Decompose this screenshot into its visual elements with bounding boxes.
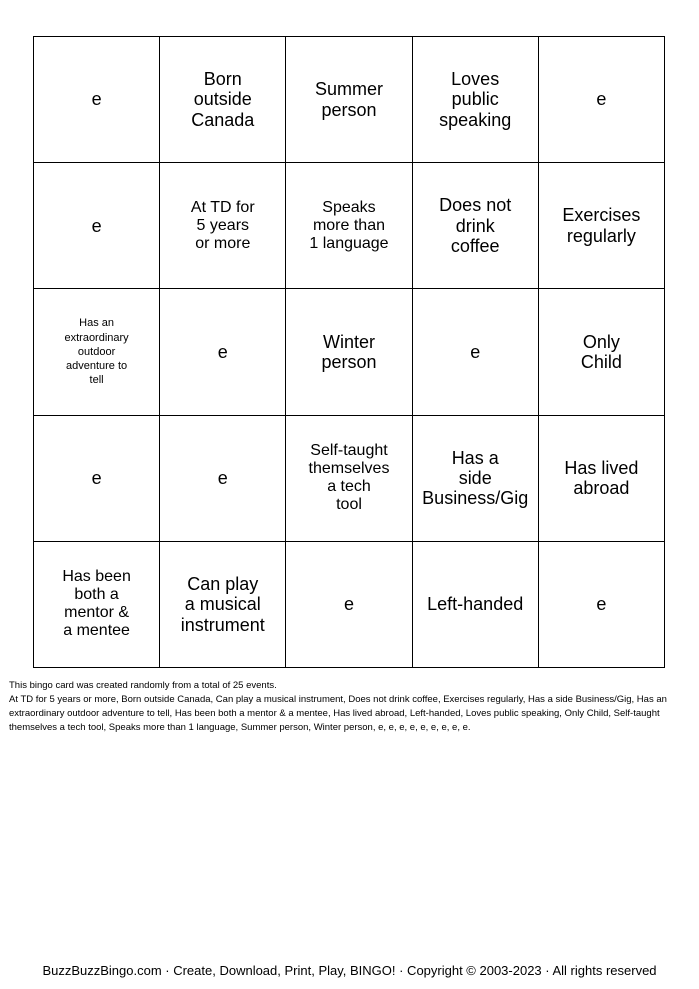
bingo-cell bbox=[413, 163, 539, 289]
bingo-cell-text: Has an extraordinary outdoor adventure to tell bbox=[64, 317, 129, 387]
bingo-cell bbox=[539, 542, 665, 668]
bingo-cell bbox=[413, 37, 539, 163]
bingo-cell bbox=[539, 416, 665, 542]
bingo-cell bbox=[286, 163, 412, 289]
bingo-cell-text: e bbox=[343, 594, 354, 615]
bingo-cell-text: Loves public speaking bbox=[439, 69, 512, 130]
bingo-cell-text: Left-handed bbox=[427, 594, 524, 615]
bingo-cell-text: Has lived abroad bbox=[564, 457, 639, 499]
bingo-cell-text: e bbox=[470, 341, 481, 362]
bingo-cell bbox=[539, 289, 665, 415]
bingo-cell-text: Winter person bbox=[321, 331, 377, 372]
copyright-footer: BuzzBuzzBingo.com · Create, Download, Print, Play, BINGO! · Copyright © 2003-2023 · All rights reserved bbox=[42, 963, 657, 978]
bingo-cell bbox=[160, 37, 286, 163]
bingo-cell-text: Can play a musical instrument bbox=[180, 573, 265, 635]
bingo-cell-text: Exercises regularly bbox=[562, 205, 641, 246]
bingo-card-grid bbox=[33, 36, 665, 668]
bingo-cell-text: e bbox=[217, 341, 228, 362]
bingo-cell bbox=[539, 163, 665, 289]
bingo-cell bbox=[34, 289, 160, 415]
bingo-cell bbox=[160, 542, 286, 668]
bingo-cell bbox=[34, 416, 160, 542]
bingo-cell bbox=[286, 37, 412, 163]
events-list: At TD for 5 years or more, Born outside Canada, Can play a musical instrument, Does not drink coffee, Exercises regularly, Has a side Business/Gig, Has an extraordinary outdoor adventure to tell, Has been both a mentor & a mentee, Has lived abroad, Left-handed, Loves public speaking, Only Child, Self-taught themselves a tech tool, Speaks more than 1 language, Summer person, Winter person, e, e, e, e, e, e, e, e, e. bbox=[9, 694, 667, 733]
bingo-cell bbox=[413, 416, 539, 542]
bingo-cell bbox=[286, 416, 412, 542]
bingo-cell-text: e bbox=[91, 215, 102, 236]
bingo-cell bbox=[34, 542, 160, 668]
bingo-cell-text: Only Child bbox=[580, 331, 622, 372]
bingo-cell-text: Has a side Business/Gig bbox=[422, 447, 529, 509]
bingo-cell bbox=[286, 289, 412, 415]
bingo-cell-text: e bbox=[91, 468, 102, 489]
bingo-cell bbox=[413, 289, 539, 415]
bingo-cell-text: At TD for 5 years or more bbox=[190, 198, 255, 252]
bingo-cell-text: e bbox=[596, 89, 607, 110]
bingo-cell bbox=[539, 37, 665, 163]
bingo-cell-text: Does not drink coffee bbox=[439, 195, 512, 256]
bingo-cell bbox=[160, 163, 286, 289]
generated-note: This bingo card was created randomly from a total of 25 events. bbox=[9, 680, 277, 691]
bingo-cell-text: e bbox=[91, 89, 102, 110]
card-notes bbox=[9, 679, 691, 735]
bingo-cell bbox=[286, 542, 412, 668]
bingo-cell-text: e bbox=[596, 594, 607, 615]
bingo-cell-text: Has been both a mentor & a mentee bbox=[62, 568, 131, 640]
bingo-cell bbox=[160, 289, 286, 415]
bingo-cell-text: Summer person bbox=[314, 79, 383, 120]
bingo-cell bbox=[160, 416, 286, 542]
bingo-cell bbox=[413, 542, 539, 668]
bingo-cell bbox=[34, 163, 160, 289]
bingo-cell-text: e bbox=[217, 468, 228, 489]
bingo-cell-text: Speaks more than 1 language bbox=[309, 198, 389, 252]
bingo-cell-text: Self-taught themselves a tech tool bbox=[308, 442, 390, 514]
bingo-cell bbox=[34, 37, 160, 163]
bingo-cell-text: Born outside Canada bbox=[191, 69, 255, 130]
